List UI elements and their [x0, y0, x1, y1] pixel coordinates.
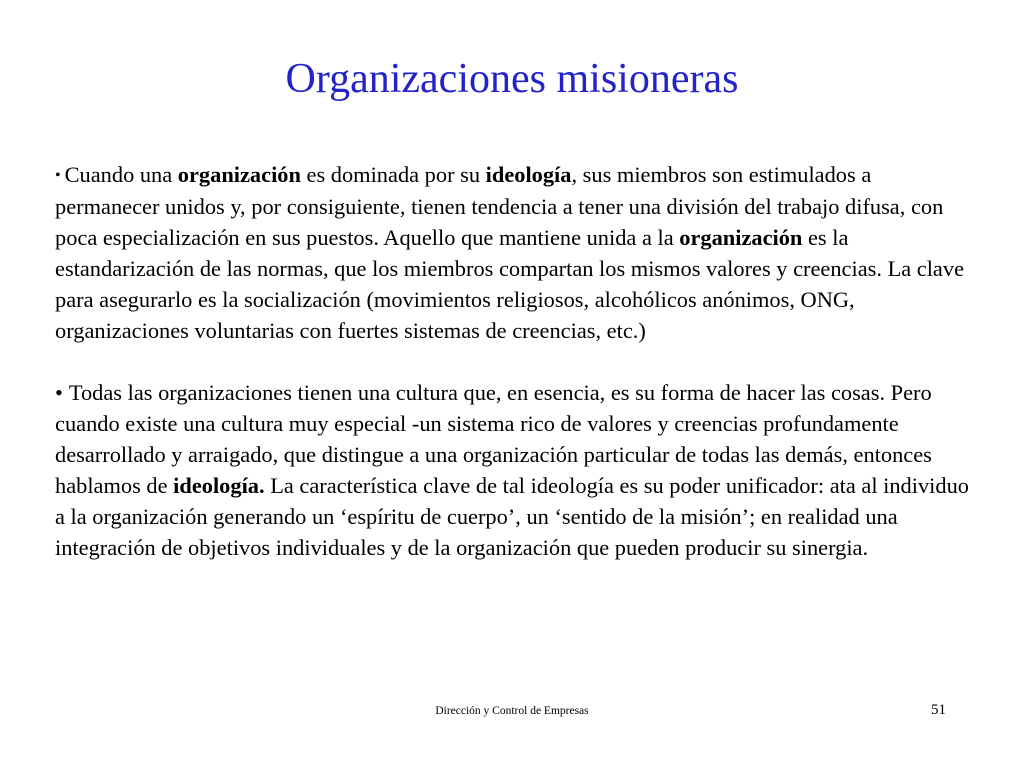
bold-term: ideología.	[173, 473, 265, 498]
text-segment: Cuando una	[64, 162, 178, 187]
bullet-icon: •	[55, 380, 63, 405]
page-number: 51	[931, 702, 946, 718]
bold-term: organización	[177, 162, 301, 187]
paragraph-2	[55, 377, 975, 563]
bold-term: ideología	[485, 162, 572, 187]
bullet-icon: •	[55, 167, 61, 184]
text-segment: Todas las organizaciones tienen una cultura que, en esencia, es su forma de hacer las cosas. Pero cuando existe una cultura muy especial -un sistema rico de valores y creencias profundamente desarrollado y arraigado, que distingue a una organización particular de todas las demás, entonces hablamos de	[55, 380, 932, 498]
footer-label: Dirección y Control de Empresas	[435, 705, 589, 717]
text-segment: es dominada por su	[300, 162, 486, 187]
slide-body	[55, 159, 975, 563]
text-segment: , sus miembros son estimulados a permanecer unidos y, por consiguiente, tienen tendencia a tener una división del trabajo difusa, con poca especialización en sus puestos. Aquello que mantiene unida a la	[55, 162, 944, 250]
text-segment: es la estandarización de las normas, que los miembros compartan los mismos valores y creencias. La clave para asegurarlo es la socialización (movimientos religiosos, alcohólicos anónimos, ONG, organizaciones voluntarias con fuertes sistemas de creencias, etc.)	[55, 225, 965, 343]
text-segment: La característica clave de tal ideología es su poder unificador: ata al individuo a la organización generando un ‘espíritu de cuerpo’, un ‘sentido de la misión’; en realidad una integración de objetivos individuales y de la organización que pueden producir su sinergia.	[55, 473, 969, 560]
bold-term: organización	[679, 225, 803, 250]
slide-title: Organizaciones misioneras	[285, 56, 739, 102]
paragraph-1	[55, 159, 975, 346]
